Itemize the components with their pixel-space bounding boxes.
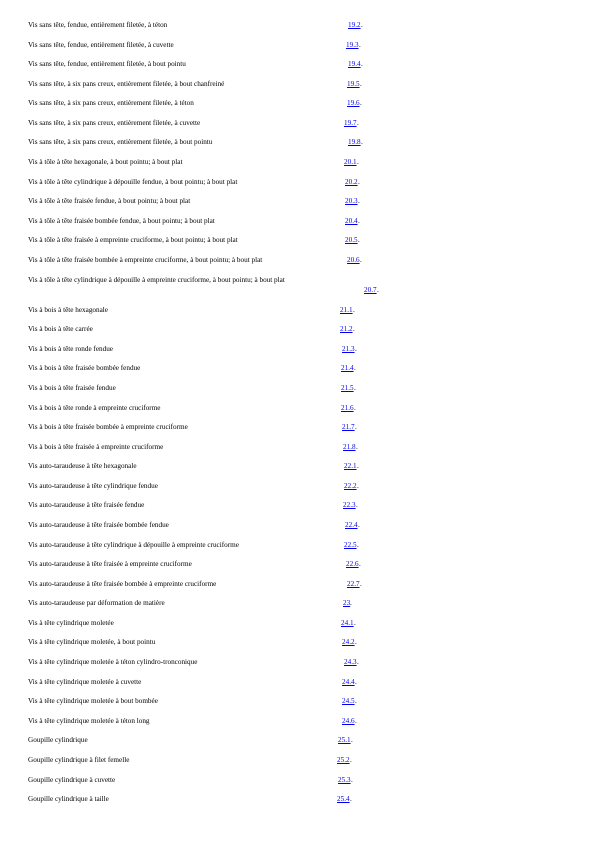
ref-period: . xyxy=(360,80,362,88)
ref-period: . xyxy=(351,776,353,784)
ref-period: . xyxy=(358,217,360,225)
ref-period: . xyxy=(350,756,352,764)
toc-entry-text: Vis auto-taraudeuse à tête hexagonale xyxy=(28,462,137,470)
toc-entry-text: Vis à tête cylindrique moletée à cuvette xyxy=(28,678,142,686)
ref-period: . xyxy=(350,599,352,607)
toc-entry-text: Vis à tôle à tête fraisée fendue, à bout pointu; à bout plat xyxy=(28,197,191,205)
ref-period: . xyxy=(355,697,357,705)
ref-period: . xyxy=(359,560,361,568)
ref-period: . xyxy=(358,521,360,529)
toc-entry-link[interactable]: 20.1 xyxy=(344,158,357,166)
ref-period: . xyxy=(353,325,355,333)
ref-period: . xyxy=(377,286,379,294)
toc-entry-text: Vis à bois à tête fraisée à empreinte cruciforme xyxy=(28,443,164,451)
toc-entry-text: Vis à tête cylindrique moletée à bout bombée xyxy=(28,697,158,705)
ref-period: . xyxy=(354,364,356,372)
toc-entry-link[interactable]: 21.2 xyxy=(340,325,353,333)
toc-entry-text: Vis sans tête, à six pans creux, entièrement filetée, à cuvette xyxy=(28,119,201,127)
ref-period: . xyxy=(353,306,355,314)
toc-entry-text: Vis à tôle à tête fraisée à empreinte cruciforme, à bout pointu; à bout plat xyxy=(28,236,238,244)
toc-entry-link[interactable]: 20.2 xyxy=(345,178,358,186)
ref-period: . xyxy=(355,345,357,353)
ref-period: . xyxy=(361,21,363,29)
toc-entry-text: Goupille cylindrique à cuvette xyxy=(28,776,116,784)
toc-entry-link[interactable]: 19.7 xyxy=(344,119,357,127)
toc-entry-text: Vis à tôle à tête cylindrique à dépouille à empreinte cruciforme, à bout pointu; à bout plat xyxy=(28,276,285,284)
toc-entry-text: Vis sans tête, à six pans creux, entièrement filetée, à téton xyxy=(28,99,194,107)
toc-entry-link[interactable]: 22.3 xyxy=(343,501,356,509)
toc-entry-text: Vis sans tête, fendue, entièrement filetée, à cuvette xyxy=(28,41,174,49)
ref-period: . xyxy=(359,41,361,49)
toc-entry-link[interactable]: 22.7 xyxy=(347,580,360,588)
toc-entry-text: Vis sans tête, fendue, entièrement filetée, à téton xyxy=(28,21,168,29)
toc-entry-link[interactable]: 21.1 xyxy=(340,306,353,314)
ref-period: . xyxy=(361,138,363,146)
ref-period: . xyxy=(360,580,362,588)
toc-entry-link[interactable]: 19.8 xyxy=(348,138,361,146)
ref-period: . xyxy=(360,256,362,264)
toc-entry-link[interactable]: 24.5 xyxy=(342,697,355,705)
toc-entry-text: Vis à tôle à tête fraisée bombée à empreinte cruciforme, à bout pointu; à bout plat xyxy=(28,256,263,264)
toc-entry-text: Vis à tête cylindrique moletée, à bout pointu xyxy=(28,638,156,646)
toc-entry-text: Vis auto-taraudeuse à tête fraisée bombée fendue xyxy=(28,521,169,529)
toc-entry-link[interactable]: 21.4 xyxy=(341,364,354,372)
toc-entry-text: Vis à bois à tête ronde fendue xyxy=(28,345,113,353)
toc-entry-text: Vis à bois à tête fraisée fendue xyxy=(28,384,116,392)
toc-entry-link[interactable]: 19.4 xyxy=(348,60,361,68)
ref-period: . xyxy=(358,197,360,205)
toc-entry-link[interactable]: 25.1 xyxy=(338,736,351,744)
toc-entry-text: Vis sans tête, fendue, entièrement filetée, à bout pointu xyxy=(28,60,186,68)
toc-entry-link[interactable]: 25.4 xyxy=(337,795,350,803)
toc-entry-text: Vis auto-taraudeuse à tête fraisée bombée à empreinte cruciforme xyxy=(28,580,217,588)
ref-period: . xyxy=(354,384,356,392)
toc-entry-link[interactable]: 20.4 xyxy=(345,217,358,225)
toc-entry-text: Vis à tôle à tête cylindrique à dépouille fendue, à bout pointu; à bout plat xyxy=(28,178,238,186)
toc-entry-text: Vis à bois à tête fraisée bombée à empreinte cruciforme xyxy=(28,423,188,431)
toc-entry-text: Vis sans tête, à six pans creux, entièrement filetée, à bout chanfreiné xyxy=(28,80,225,88)
toc-entry-link[interactable]: 23 xyxy=(343,599,351,607)
ref-period: . xyxy=(355,717,357,725)
toc-entry-text: Vis auto-taraudeuse à tête cylindrique à dépouille à empreinte cruciforme xyxy=(28,541,239,549)
ref-period: . xyxy=(355,678,357,686)
toc-entry-text: Goupille cylindrique xyxy=(28,736,88,744)
toc-entry-link[interactable]: 21.7 xyxy=(342,423,355,431)
toc-entry-text: Goupille cylindrique à taille xyxy=(28,795,109,803)
toc-entry-link[interactable]: 22.4 xyxy=(345,521,358,529)
toc-entry-text: Vis à bois à tête fraisée bombée fendue xyxy=(28,364,141,372)
toc-entry-link[interactable]: 20.6 xyxy=(347,256,360,264)
toc-entry-link[interactable]: 22.5 xyxy=(344,541,357,549)
ref-period: . xyxy=(356,443,358,451)
toc-entry-link[interactable]: 19.5 xyxy=(347,80,360,88)
toc-entry-text: Vis auto-taraudeuse à tête cylindrique fendue xyxy=(28,482,158,490)
ref-period: . xyxy=(357,158,359,166)
toc-entry-link[interactable]: 24.4 xyxy=(342,678,355,686)
toc-entry-link[interactable]: 19.6 xyxy=(347,99,360,107)
ref-period: . xyxy=(354,619,356,627)
toc-entry-link[interactable]: 20.5 xyxy=(345,236,358,244)
toc-entry-text: Vis à tôle à tête hexagonale, à bout pointu; à bout plat xyxy=(28,158,183,166)
toc-entry-text: Vis auto-taraudeuse à tête fraisée à empreinte cruciforme xyxy=(28,560,192,568)
toc-entry-link[interactable]: 24.1 xyxy=(341,619,354,627)
toc-entry-link[interactable]: 24.6 xyxy=(342,717,355,725)
ref-period: . xyxy=(355,423,357,431)
toc-entry-link[interactable]: 19.3 xyxy=(346,41,359,49)
toc-entry-link[interactable]: 21.6 xyxy=(341,404,354,412)
toc-entry-link[interactable]: 24.2 xyxy=(342,638,355,646)
toc-entry-text: Vis sans tête, à six pans creux, entièrement filetée, à bout pointu xyxy=(28,138,213,146)
ref-period: . xyxy=(357,658,359,666)
toc-entry-link[interactable]: 25.2 xyxy=(337,756,350,764)
toc-entry-text: Vis à tête cylindrique moletée à téton cylindro-tronconique xyxy=(28,658,198,666)
ref-period: . xyxy=(358,236,360,244)
toc-entry-link[interactable]: 21.3 xyxy=(342,345,355,353)
ref-period: . xyxy=(357,119,359,127)
toc-entry-text: Vis à bois à tête ronde à empreinte cruciforme xyxy=(28,404,161,412)
toc-entry-link[interactable]: 21.5 xyxy=(341,384,354,392)
toc-entry-link[interactable]: 22.6 xyxy=(346,560,359,568)
toc-entry-text: Vis à bois à tête hexagonale xyxy=(28,306,108,314)
toc-entry-text: Goupille cylindrique à filet femelle xyxy=(28,756,130,764)
toc-entry-link[interactable]: 22.1 xyxy=(344,462,357,470)
toc-entry-link[interactable]: 22.2 xyxy=(344,482,357,490)
toc-entry-link[interactable]: 19.2 xyxy=(348,21,361,29)
ref-period: . xyxy=(350,795,352,803)
toc-entry-text: Vis à tôle à tête fraisée bombée fendue, à bout pointu; à bout plat xyxy=(28,217,215,225)
ref-period: . xyxy=(351,736,353,744)
toc-entry-text: Vis à bois à tête carrée xyxy=(28,325,93,333)
toc-entry-link[interactable]: 20.3 xyxy=(345,197,358,205)
ref-period: . xyxy=(357,541,359,549)
toc-entry-text: Vis auto-taraudeuse à tête fraisée fendue xyxy=(28,501,145,509)
toc-entry-text: Vis auto-taraudeuse par déformation de matière xyxy=(28,599,165,607)
toc-entry-link[interactable]: 20.7 xyxy=(364,286,377,294)
ref-period: . xyxy=(360,99,362,107)
ref-period: . xyxy=(354,404,356,412)
toc-entry-text: Vis à tête cylindrique moletée xyxy=(28,619,114,627)
ref-period: . xyxy=(356,501,358,509)
ref-period: . xyxy=(355,638,357,646)
toc-entry-text: Vis à tête cylindrique moletée à téton long xyxy=(28,717,150,725)
toc-entry-link[interactable]: 24.3 xyxy=(344,658,357,666)
ref-period: . xyxy=(358,178,360,186)
toc-entry-link[interactable]: 21.8 xyxy=(343,443,356,451)
toc-entry-link[interactable]: 25.3 xyxy=(338,776,351,784)
ref-period: . xyxy=(361,60,363,68)
ref-period: . xyxy=(357,462,359,470)
ref-period: . xyxy=(357,482,359,490)
